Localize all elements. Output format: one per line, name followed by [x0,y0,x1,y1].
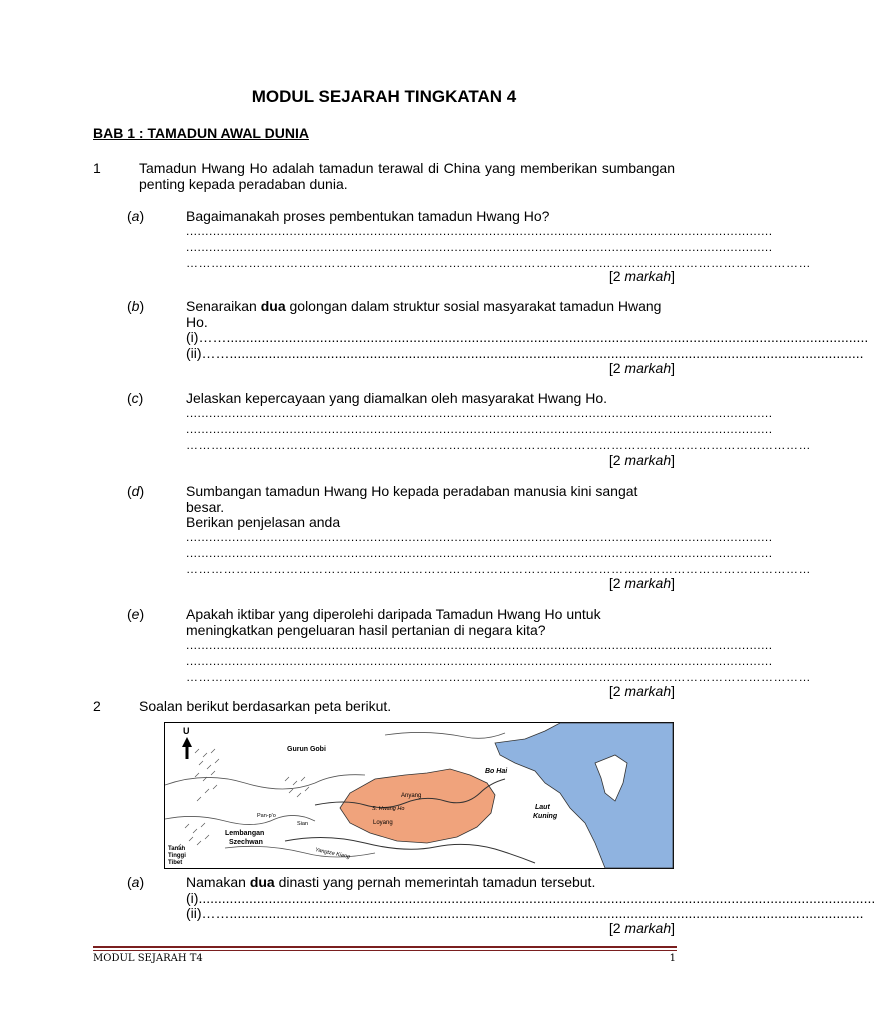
part-1d-label: (d) [127,483,145,499]
part-1a-label: (a) [127,208,145,224]
question-1-text: Tamadun Hwang Ho adalah tamadun terawal di China yang memberikan sumbangan penting kepada peradaban dunia. [139,160,675,192]
question-2-number: 2 [93,698,101,714]
footer-module-name: MODUL SEJARAH T4 [93,953,203,964]
marks-label: [2 markah] [608,920,675,936]
marks-label: [2 markah] [608,268,675,284]
map-label-yangtze: Yangtze Kiang [314,847,351,861]
answer-line[interactable]: ......................................................................................................................................................... [186,654,773,668]
marks-label: [2 markah] [608,575,675,591]
part-1b-question: Senaraikan dua golongan dalam struktur sosial masyarakat tamadun Hwang Ho. [186,298,662,330]
map-label-szechwan: Szechwan [229,839,263,846]
china-map [164,722,674,869]
map-drawing [165,723,673,868]
answer-line-i[interactable]: (i)……..................................................................................................................................................................... [186,329,869,345]
dynasty-region [340,769,495,843]
answer-line[interactable]: …………………………………………………………………………………………………………………………………… [186,562,811,576]
map-label-panpo: Pan-p'o [257,813,276,819]
map-label-laut: Laut [535,804,550,811]
map-label-sian: Sian [297,821,309,827]
sea-region [495,723,673,868]
answer-line[interactable]: ......................................................................................................................................................... [186,638,773,652]
answer-line[interactable]: ......................................................................................................................................................... [186,530,773,544]
map-label-lembangan: Lembangan [225,830,265,837]
north-arrow-icon [182,737,192,759]
answer-line[interactable]: ......................................................................................................................................................... [186,406,773,420]
map-label-loyang: Loyang [373,820,393,826]
part-1c-label: (c) [127,390,144,406]
answer-line-i[interactable]: (i).............................................................................................................................................................................. [186,890,875,906]
page-title: MODUL SEJARAH TINGKATAN 4 [251,87,517,106]
marks-label: [2 markah] [608,452,675,468]
map-label-bohai: Bo Hai [485,768,508,775]
footer-rule-thin [93,950,677,951]
part-1a-question: Bagaimanakah proses pembentukan tamadun Hwang Ho? [186,208,550,224]
chapter-heading: BAB 1 : TAMADUN AWAL DUNIA [93,125,309,141]
question-2-text: Soalan berikut berdasarkan peta berikut. [139,698,392,714]
terrain-outline [385,732,505,738]
page-number: 1 [669,953,676,964]
answer-line[interactable]: …………………………………………………………………………………………………………………………………… [186,438,811,452]
marks-label: [2 markah] [608,683,675,699]
answer-line[interactable]: ......................................................................................................................................................... [186,224,773,238]
part-1d-question: Sumbangan tamadun Hwang Ho kepada peradaban manusia kini sangat besar. [186,483,638,515]
map-label-gobi: Gurun Gobi [287,746,326,753]
marks-label: [2 markah] [608,360,675,376]
answer-line[interactable]: ......................................................................................................................................................... [186,546,773,560]
answer-line[interactable]: …………………………………………………………………………………………………………………………………… [186,256,811,270]
part-1e-question: Apakah iktibar yang diperolehi daripada Tamadun Hwang Ho untuk meningkatkan pengeluaran hasil pertanian di negara kita? [186,606,601,638]
part-1e-label: (e) [127,606,145,622]
part-1b-label: (b) [127,298,145,314]
part-2a-label: (a) [127,874,145,890]
map-label-tibet: Tibet [168,860,183,866]
map-label-anyang: Anyang [401,793,422,799]
part-1c-question: Jelaskan kepercayaan yang diamalkan oleh masyarakat Hwang Ho. [186,390,608,406]
answer-line[interactable]: ......................................................................................................................................................... [186,240,773,254]
answer-line[interactable]: …………………………………………………………………………………………………………………………………… [186,670,811,684]
north-label: U [183,726,190,736]
answer-line-ii[interactable]: (ii)……................................................................................................................................................................... [186,905,864,921]
map-label-tinggi: Tinggi [168,853,186,859]
question-1-number: 1 [93,160,101,176]
answer-line[interactable]: ......................................................................................................................................................... [186,422,773,436]
part-1d-instruction: Berikan penjelasan anda [186,514,341,530]
map-label-kuning: Kuning [533,813,558,820]
footer-rule [93,946,677,948]
map-label-tanah: Tanah [168,846,186,852]
part-2a-question: Namakan dua dinasti yang pernah memerintah tamadun tersebut. [186,874,596,890]
answer-line-ii[interactable]: (ii)……................................................................................................................................................................... [186,345,864,361]
map-label-hwangho: S. Hwang Ho [372,806,405,812]
